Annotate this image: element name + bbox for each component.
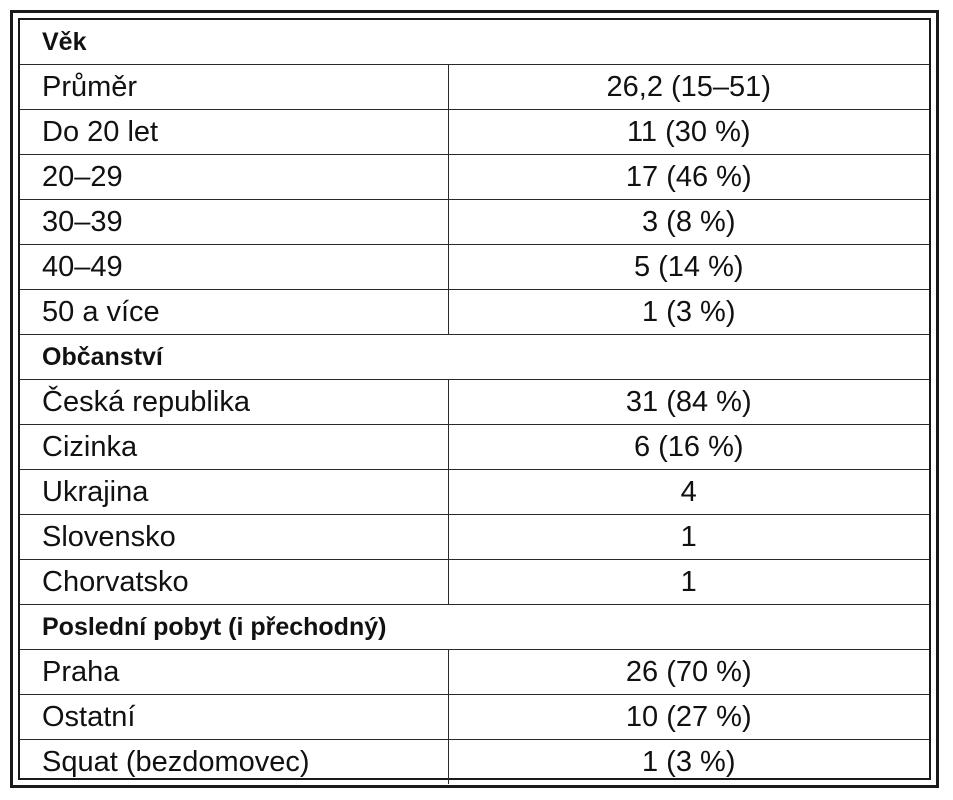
row-value: 26,2 (15–51): [606, 70, 771, 103]
row-value: 1: [680, 565, 697, 598]
row-value: 6 (16 %): [633, 430, 744, 463]
row-value: 1: [680, 520, 697, 553]
table-row: [20, 695, 929, 740]
row-label: 40–49: [20, 245, 448, 290]
table-inner-frame: [18, 18, 931, 780]
table-row: [20, 65, 929, 110]
table-row: [20, 650, 929, 695]
section-heading: Poslední pobyt (i přechodný): [20, 605, 929, 650]
row-value-cell: [448, 515, 929, 560]
table-row: [20, 470, 929, 515]
table-row: [20, 380, 929, 425]
row-value-cell: [448, 245, 929, 290]
row-value-cell: [448, 695, 929, 740]
table-row: [20, 245, 929, 290]
row-value: 31 (84 %): [625, 385, 752, 418]
table-row: [20, 515, 929, 560]
section-heading-row: [20, 20, 929, 65]
row-label: Squat (bezdomovec): [20, 740, 448, 785]
row-value-cell: [448, 470, 929, 515]
row-label: Česká republika: [20, 380, 448, 425]
row-label: Slovensko: [20, 515, 448, 560]
row-label: Cizinka: [20, 425, 448, 470]
table-row: [20, 290, 929, 335]
row-label: Ukrajina: [20, 470, 448, 515]
row-value: 1 (3 %): [642, 295, 736, 328]
row-label: Ostatní: [20, 695, 448, 740]
row-label: 20–29: [20, 155, 448, 200]
row-value: 26 (70 %): [625, 655, 752, 688]
row-value-cell: [448, 380, 929, 425]
table-row: [20, 740, 929, 785]
row-label: 30–39: [20, 200, 448, 245]
row-value-cell: [448, 200, 929, 245]
table-row: [20, 155, 929, 200]
row-value: 4: [680, 475, 697, 508]
row-label: Chorvatsko: [20, 560, 448, 605]
table-row: [20, 425, 929, 470]
row-value: 17 (46 %): [625, 160, 752, 193]
row-value-cell: [448, 425, 929, 470]
row-value-cell: [448, 740, 929, 785]
row-value-cell: [448, 110, 929, 155]
section-heading: Věk: [20, 20, 929, 65]
table-body: [20, 20, 929, 784]
row-value-cell: [448, 650, 929, 695]
demographics-table: [20, 20, 929, 784]
row-value-cell: [448, 65, 929, 110]
row-label: Praha: [20, 650, 448, 695]
table-outer-frame: [10, 10, 939, 788]
row-value: 10 (27 %): [625, 700, 752, 733]
section-heading: Občanství: [20, 335, 929, 380]
row-value: 3 (8 %): [642, 205, 736, 238]
section-heading-row: [20, 335, 929, 380]
row-value-cell: [448, 560, 929, 605]
row-label: 50 a více: [20, 290, 448, 335]
section-heading-row: [20, 605, 929, 650]
table-row: [20, 560, 929, 605]
table-row: [20, 110, 929, 155]
row-label: Průměr: [20, 65, 448, 110]
row-value: 1 (3 %): [642, 745, 736, 778]
row-value: 11 (30 %): [626, 115, 751, 148]
table-row: [20, 200, 929, 245]
row-value: 5 (14 %): [633, 250, 744, 283]
row-label: Do 20 let: [20, 110, 448, 155]
row-value-cell: [448, 155, 929, 200]
row-value-cell: [448, 290, 929, 335]
